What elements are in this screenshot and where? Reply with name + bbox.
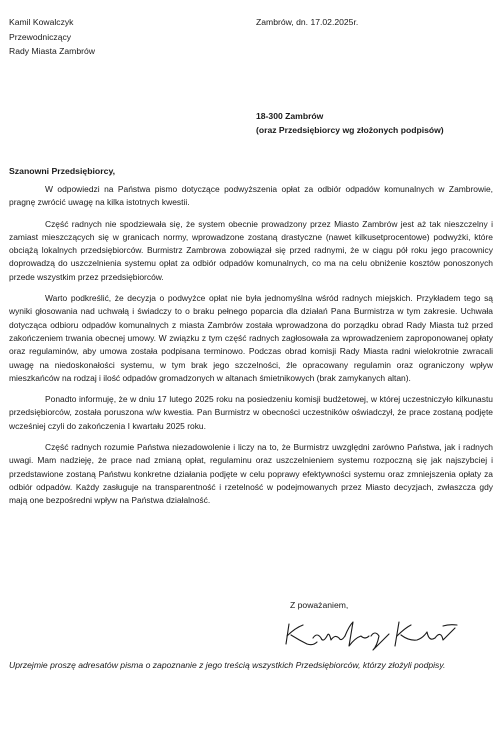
recipient-block bbox=[256, 110, 444, 137]
handwritten-signature bbox=[283, 616, 463, 657]
paragraph-4: Ponadto informuję, że w dniu 17 lutego 2025 roku na posiedzeniu komisji budżetowej, w której uczestniczyło kilkunastu przedsiębiorców, została poruszona w/w kwestia. Pan Burmistrz w obecności uczestników oświadczył, że prace zostaną podjęte wcześniej czyli do zakończenia I kwartału 2025 roku. bbox=[9, 394, 493, 431]
signature-graphic bbox=[283, 616, 463, 652]
place-date: Zambrów, dn. 17.02.2025r. bbox=[256, 17, 359, 27]
closing: Z poważaniem, bbox=[290, 600, 349, 610]
footer-note: Uprzejmie proszę adresatów pisma o zapoznanie z jego treścią wszystkich Przedsiębiorców, którzy złożyli podpisy. bbox=[9, 660, 446, 670]
paragraph-2: Część radnych nie spodziewała się, że system obecnie prowadzony przez Miasto Zambrów jest aż tak nieszczelny i zamiast mieszczących się w granicach normy, wprowadzone zostaną drastyczne (nawet kilkusetprocentowe) podwyżki, które obciążą lokalnych przedsiębiorców. Burmistrz Zambrowa zobowiązał się przed radnymi, że w ciągu pół roku jego pracownicy doprowadzą do uszczelnienia systemu opłat za odbiór odpadów komunalnych, co ma na celu obniżenie kosztów ponoszonych przede wszystkim przez przedsiębiorców. bbox=[9, 218, 493, 282]
recipient-note: (oraz Przedsiębiorcy wg złożonych podpisów) bbox=[256, 124, 444, 135]
salutation: Szanowni Przedsiębiorcy, bbox=[9, 166, 116, 176]
sender-block bbox=[9, 15, 95, 59]
paragraph-1: W odpowiedzi na Państwa pismo dotyczące podwyższenia opłat za odbiór odpadów komunalnych w Zambrowie, pragnę zwrócić uwagę na kilka istotnych kwestii. bbox=[9, 184, 493, 208]
letter-body bbox=[9, 183, 493, 508]
paragraph-5: Część radnych rozumie Państwa niezadowolenie i liczy na to, że Burmistrz uwzględni zarówno Państwa, jak i radnych uwagi. Mam nadzieję, że prace nad zmianą opłat, regulaminu oraz uszczelnieniem systemu rozpoczną się jak najszybciej i przedstawione zostaną Państwu konkretne działania podjęte w celu poprawy efektywności systemu oraz zmniejszenia opłaty za odbiór odpadów. Każdy zasługuje na transparentność i rzetelność w podejmowanych przez Miasto decyzjach, zwłaszcza gdy mają one bezpośredni wpływ na Państwa działalność. bbox=[9, 442, 493, 506]
recipient-address: 18-300 Zambrów bbox=[256, 111, 324, 121]
paragraph-3: Warto podkreślić, że decyzja o podwyżce opłat nie była jednomyślna wśród radnych miejskich. Przykładem tego są wyniki głosowania nad uchwałą i świadczy to o braku pełnego poparcia dla działań Pana Burmistrza w tym zakresie. Uchwała dotycząca odbioru odpadów komunalnych z miasta Zambrów została wprowadzona do porządku obrad Rady Miasta tuż przed zakończeniem trwania obecnej umowy. W związku z tym część radnych zagłosowała za wprowadzeniem zaproponowanej opłaty oraz regulaminów, aby umowa została podpisana terminowo. Podczas obrad komisji Rady Miasta radni wielokrotnie zwracali uwagę na niedoskonałości systemu, w tym brak jego szczelności, źle opracowany regulamin oraz ograniczony wpływ mieszkańców na rodzaj i ilość odpadów gromadzonych w altanach śmietnikowych (brak zamykanych altan). bbox=[9, 293, 493, 383]
sender-organization: Rady Miasta Zambrów bbox=[9, 46, 95, 56]
sender-title: Przewodniczący bbox=[9, 31, 72, 42]
sender-name: Kamil Kowalczyk bbox=[9, 17, 74, 27]
